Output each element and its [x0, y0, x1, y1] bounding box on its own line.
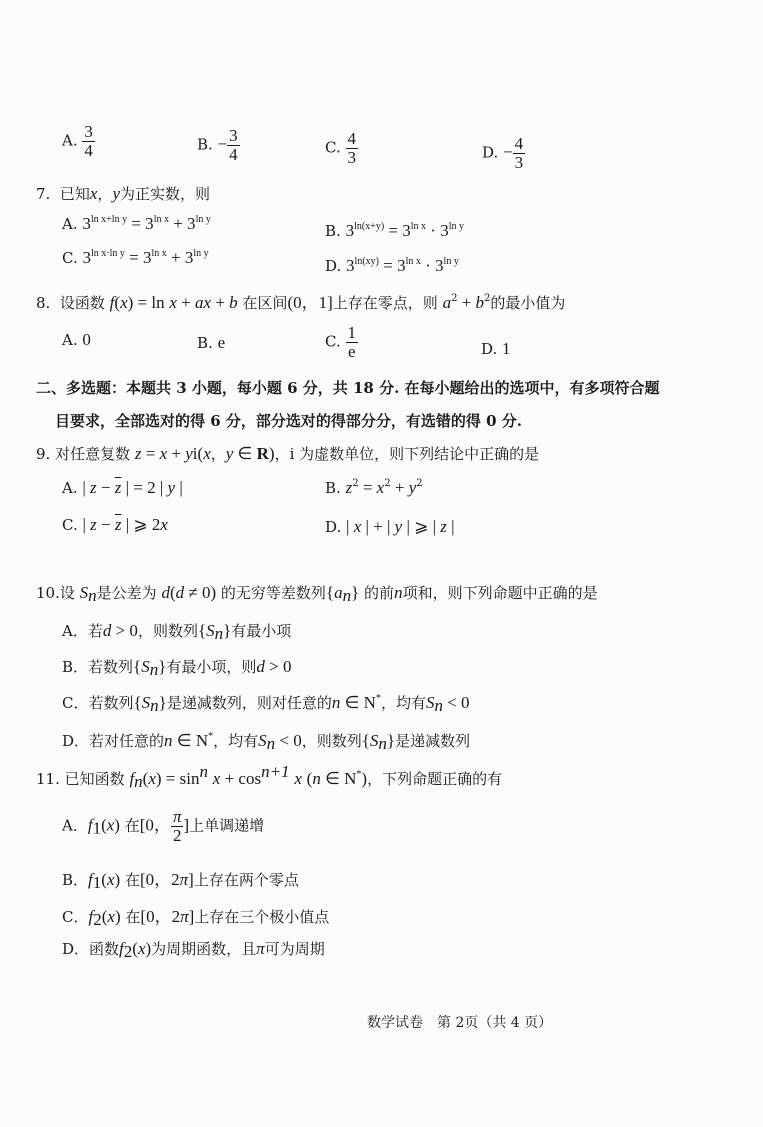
q6-option-a: A. $\frac{3}{4}$: [62, 122, 93, 160]
q11-stem: 11. 已知函数 $f_n(x) = \sin^n x + \cos^{n+1} x$ (n ∈ N*)，下列命题正确的有: [36, 762, 503, 791]
q10-option-a: A．若d > 0，则数列$\{S_n\}$有最小项: [62, 621, 292, 643]
page-footer: 数学试卷 第 2页（共 4 页）: [367, 1015, 553, 1031]
q8-option-c: C. $\frac{1}{e}$: [325, 323, 356, 361]
q10-option-c: C．若数列$\{S_n\}$是递减数列，则对任意的n ∈ N*，均有$S_n < 0$: [62, 693, 470, 715]
q10-stem: 10.设 $S_n$是公差为 d(d ≠ 0) 的无穷等差数列$\{a_n\}$ 的前n项和，则下列命题中正确的是: [36, 583, 598, 605]
q6-option-d: D. − $\frac{4}{3}$: [482, 134, 524, 172]
q7-option-b: B. $3^{ln(x+y)} = 3^{ln x} \cdot 3^{ln y}$: [325, 221, 464, 240]
q7-option-d: D. $3^{ln(xy)} = 3^{ln x} \cdot 3^{ln y}$: [325, 256, 459, 275]
section2-heading-line1: 二、多选题：本题共 3 小题，每小题 6 分，共 18 分. 在每小题给出的选项中，有多项符合题: [36, 379, 660, 397]
q10-option-d: D．若对任意的n ∈ N*，均有$S_n < 0$，则数列$\{S_n\}$是递减数列: [62, 731, 471, 753]
q8-option-d: D. 1: [481, 339, 511, 358]
q8-option-b: B. e: [197, 333, 226, 352]
q6-option-b: B. − $\frac{3}{4}$: [197, 126, 238, 164]
q10-option-b: B．若数列$\{S_n\}$有最小项，则d > 0: [62, 657, 292, 679]
q9-option-b: B. $z^2 = x^2 + y^2$: [325, 478, 423, 497]
q8-option-a: A. 0: [62, 330, 91, 349]
q9-option-d: D. | x | + | y | ⩾ | z |: [325, 517, 455, 536]
q7-option-c: C. $3^{ln x\cdot ln y} = 3^{ln x} + 3^{ln y}$: [62, 248, 209, 267]
q11-option-c: C．$f_2(x)$ 在[0，2π]上存在三个极小值点: [62, 907, 330, 929]
q11-option-a: A．$f_1(x)$ 在[0， $\frac{\pi}{2}$ ]上单调递增: [62, 807, 265, 845]
q7-option-a: A. $3^{ln x+ln y} = 3^{ln x} + 3^{ln y}$: [62, 214, 211, 233]
q6-option-c: C. $\frac{4}{3}$: [325, 129, 356, 167]
section2-heading-line2: 目要求，全部选对的得 6 分，部分选对的得部分分，有选错的得 0 分.: [55, 412, 522, 430]
q9-stem: 9. 对任意复数 z = x + yi(x，y ∈ R)，i 为虚数单位，则下列结论中正确的是: [36, 444, 540, 463]
q9-option-a: A. | $z - \overline{z}$ | = 2 | y |: [62, 478, 183, 497]
q11-option-d: D．函数$f_2(x)$为周期函数，且π可为周期: [62, 939, 325, 961]
q11-option-b: B．$f_1(x)$ 在[0，2π]上存在两个零点: [62, 870, 299, 892]
q8-stem: 8. 设函数 f(x) = ln x + ax + b 在区间(0，1]上存在零点，则 $a^2 + b^2$的最小值为: [36, 293, 566, 312]
q6-option-a-fraction: $\frac{3}{4}$: [84, 122, 93, 160]
q9-option-c: C. | $z - \overline{z}$ | ⩾ 2x: [62, 515, 168, 534]
q7-stem: 7. 已知x，y为正实数，则: [36, 184, 210, 203]
